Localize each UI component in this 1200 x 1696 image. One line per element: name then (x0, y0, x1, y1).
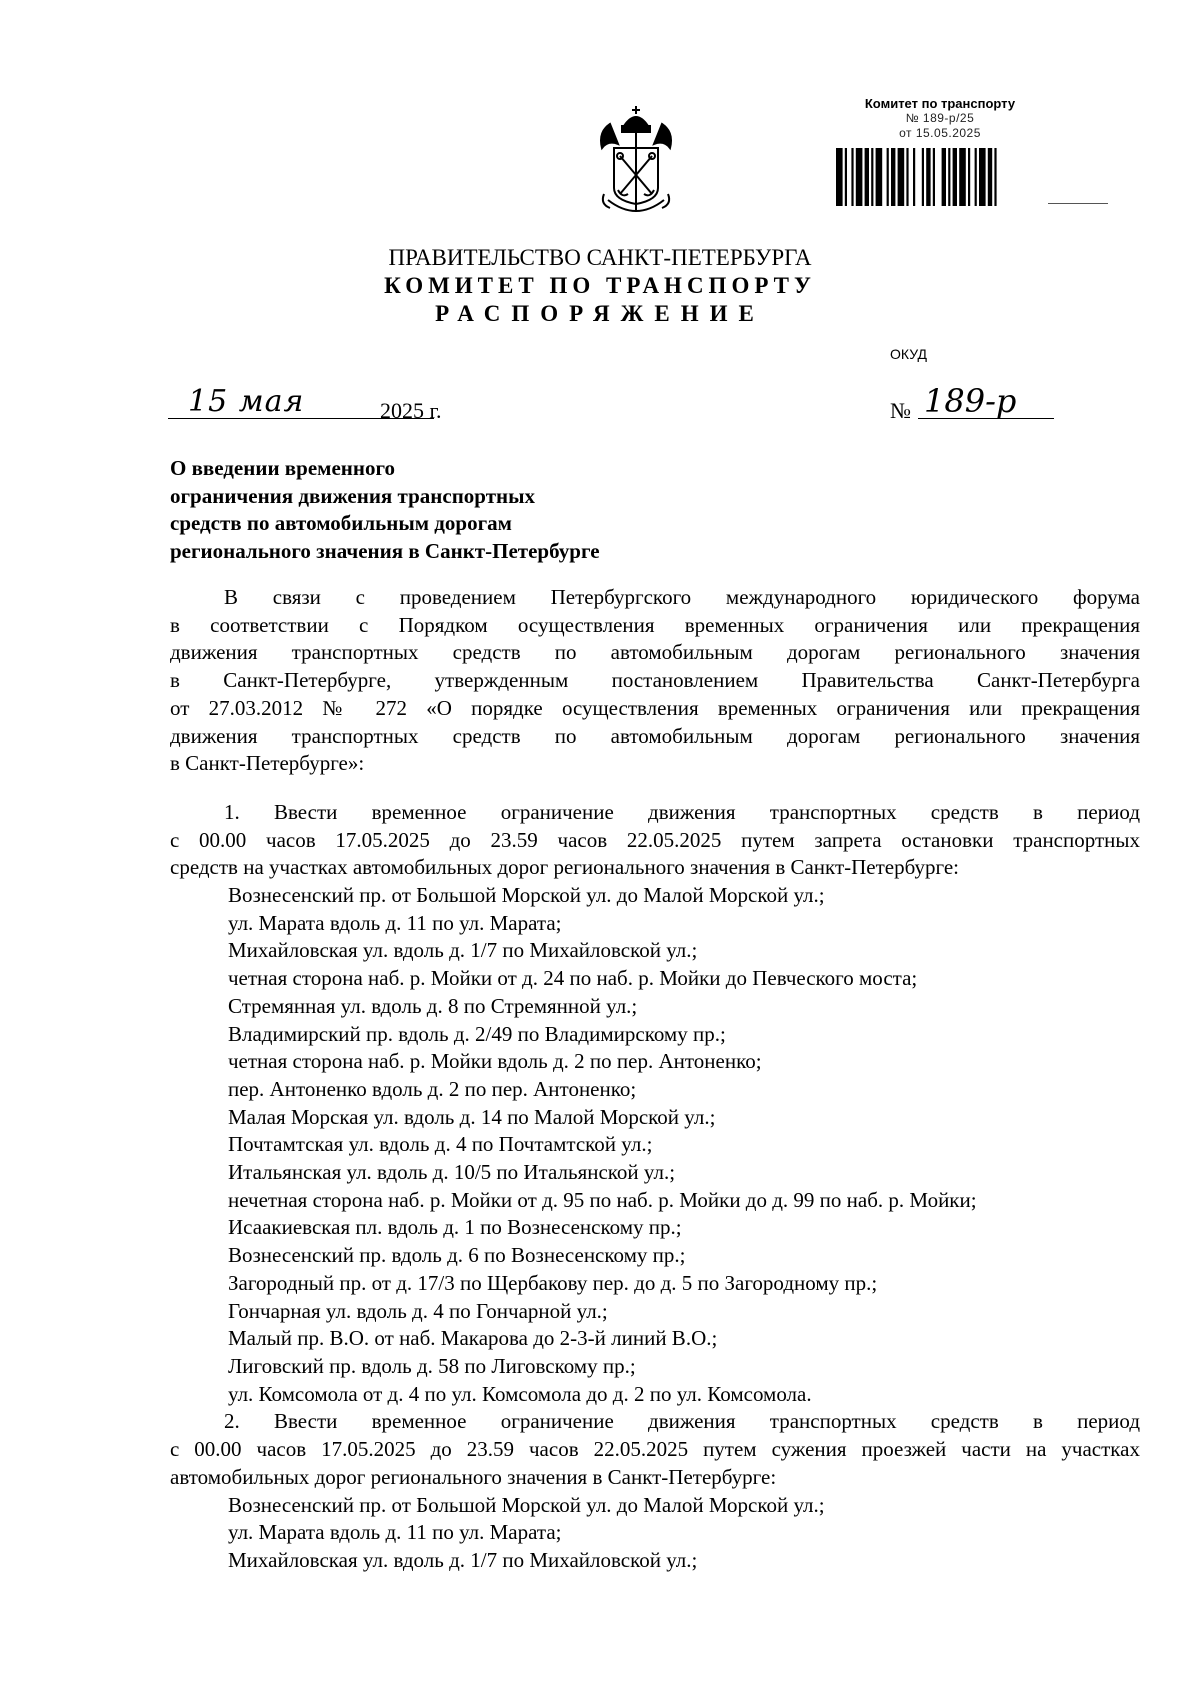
point-2 (170, 1408, 1140, 1574)
road-section-item: Малый пр. В.О. от наб. Макарова до 2-3-й линий В.О.; (228, 1326, 718, 1351)
preamble-line: в Санкт-Петербурге»: (170, 751, 365, 776)
road-section-item: нечетная сторона наб. р. Мойки от д. 95 по наб. р. Мойки до д. 99 по наб. р. Мойки; (228, 1187, 977, 1212)
handwritten-number: 189-р (924, 382, 1017, 420)
point-1 (170, 799, 1140, 1408)
preamble-line: в соответствии с Порядком осуществления временных ограничения или прекращения (170, 612, 1140, 637)
road-section-item: четная сторона наб. р. Мойки вдоль д. 2 по пер. Антоненко; (228, 1049, 762, 1074)
road-section-item: Владимирский пр. вдоль д. 2/49 по Владимирскому пр.; (228, 1021, 726, 1046)
document-year: 2025 г. (380, 398, 442, 423)
preamble-line: движения транспортных средств по автомобильным дорогам регионального значения (170, 640, 1140, 665)
point-2-line: автомобильных дорог регионального значения в Санкт-Петербурге: (170, 1464, 777, 1489)
road-section-item: Вознесенский пр. от Большой Морской ул. до Малой Морской ул.; (228, 883, 825, 908)
document-body (170, 584, 1140, 1575)
subject-line: О введении временного (170, 456, 395, 480)
barcode-underline (1048, 203, 1108, 204)
registration-stamp (840, 96, 1040, 141)
subject-line: регионального значения в Санкт-Петербурге (170, 538, 600, 563)
preamble-paragraph (170, 584, 1140, 778)
barcode (836, 148, 1046, 206)
road-section-item: Михайловская ул. вдоль д. 1/7 по Михайловской ул.; (228, 938, 698, 963)
stamp-title: Комитет по транспорту (864, 96, 1016, 111)
preamble-line: движения транспортных средств по автомобильным дорогам регионального значения (170, 723, 1140, 748)
road-section-item: Загородный пр. от д. 17/3 по Щербакову пер. до д. 5 по Загородному пр.; (228, 1270, 878, 1295)
stamp-number: № 189-р/25 (905, 111, 975, 125)
point-1-line: 1. Ввести временное ограничение движения транспортных средств в период (224, 799, 1140, 824)
point-1-line: средств на участках автомобильных дорог регионального значения в Санкт-Петербурге: (170, 855, 960, 880)
road-section-item: пер. Антоненко вдоль д. 2 по пер. Антоненко; (228, 1076, 637, 1101)
road-section-item: Лиговский пр. вдоль д. 58 по Лиговскому пр.; (228, 1353, 636, 1378)
number-label: № (890, 398, 911, 423)
preamble-line: от 27.03.2012 № 272 «О порядке осуществления временных ограничения или прекращения (170, 695, 1140, 720)
document-type-title: РАСПОРЯЖЕНИЕ (435, 301, 765, 326)
road-section-item: Вознесенский пр. вдоль д. 6 по Вознесенскому пр.; (228, 1243, 686, 1268)
point-2-line: 2. Ввести временное ограничение движения транспортных средств в период (224, 1409, 1140, 1434)
document-subject (170, 455, 710, 565)
point-2-line: с 00.00 часов 17.05.2025 до 23.59 часов 22.05.2025 путем сужения проезжей части на участках (170, 1437, 1140, 1462)
stamp-date: от 15.05.2025 (899, 126, 981, 140)
road-section-item: Итальянская ул. вдоль д. 10/5 по Итальянской ул.; (228, 1160, 676, 1185)
point-1-line: с 00.00 часов 17.05.2025 до 23.59 часов 22.05.2025 путем запрета остановки транспортных (170, 827, 1140, 852)
road-section-item: ул. Комсомола от д. 4 по ул. Комсомола до д. 2 по ул. Комсомола. (228, 1381, 812, 1406)
road-section-item: ул. Марата вдоль д. 11 по ул. Марата; (228, 1520, 562, 1545)
road-section-item: Исаакиевская пл. вдоль д. 1 по Вознесенскому пр.; (228, 1215, 682, 1240)
road-section-item: ул. Марата вдоль д. 11 по ул. Марата; (228, 910, 562, 935)
preamble-line: В связи с проведением Петербургского международного юридического форума (224, 585, 1140, 609)
road-section-item: Стремянная ул. вдоль д. 8 по Стремянной ул.; (228, 993, 638, 1018)
coat-of-arms-emblem (588, 104, 684, 222)
handwritten-date: 15 мая (188, 384, 305, 419)
okud-label: ОКУД (890, 346, 927, 362)
road-section-item: Малая Морская ул. вдоль д. 14 по Малой Морской ул.; (228, 1104, 716, 1129)
government-title: ПРАВИТЕЛЬСТВО САНКТ-ПЕТЕРБУРГА (388, 245, 812, 270)
subject-line: ограничения движения транспортных (170, 483, 536, 508)
subject-line: средств по автомобильным дорогам (170, 511, 512, 536)
road-section-item: Почтамтская ул. вдоль д. 4 по Почтамтской ул.; (228, 1132, 653, 1157)
committee-title: КОМИТЕТ ПО ТРАНСПОРТУ (384, 273, 816, 298)
road-section-item: Михайловская ул. вдоль д. 1/7 по Михайловской ул.; (228, 1547, 698, 1572)
road-section-item: Гончарная ул. вдоль д. 4 по Гончарной ул.; (228, 1298, 608, 1323)
road-section-item: четная сторона наб. р. Мойки от д. 24 по наб. р. Мойки до Певческого моста; (228, 966, 918, 991)
preamble-line: в Санкт-Петербурге, утвержденным постановлением Правительства Санкт-Петербурга (170, 668, 1140, 693)
road-section-item: Вознесенский пр. от Большой Морской ул. до Малой Морской ул.; (228, 1492, 825, 1517)
